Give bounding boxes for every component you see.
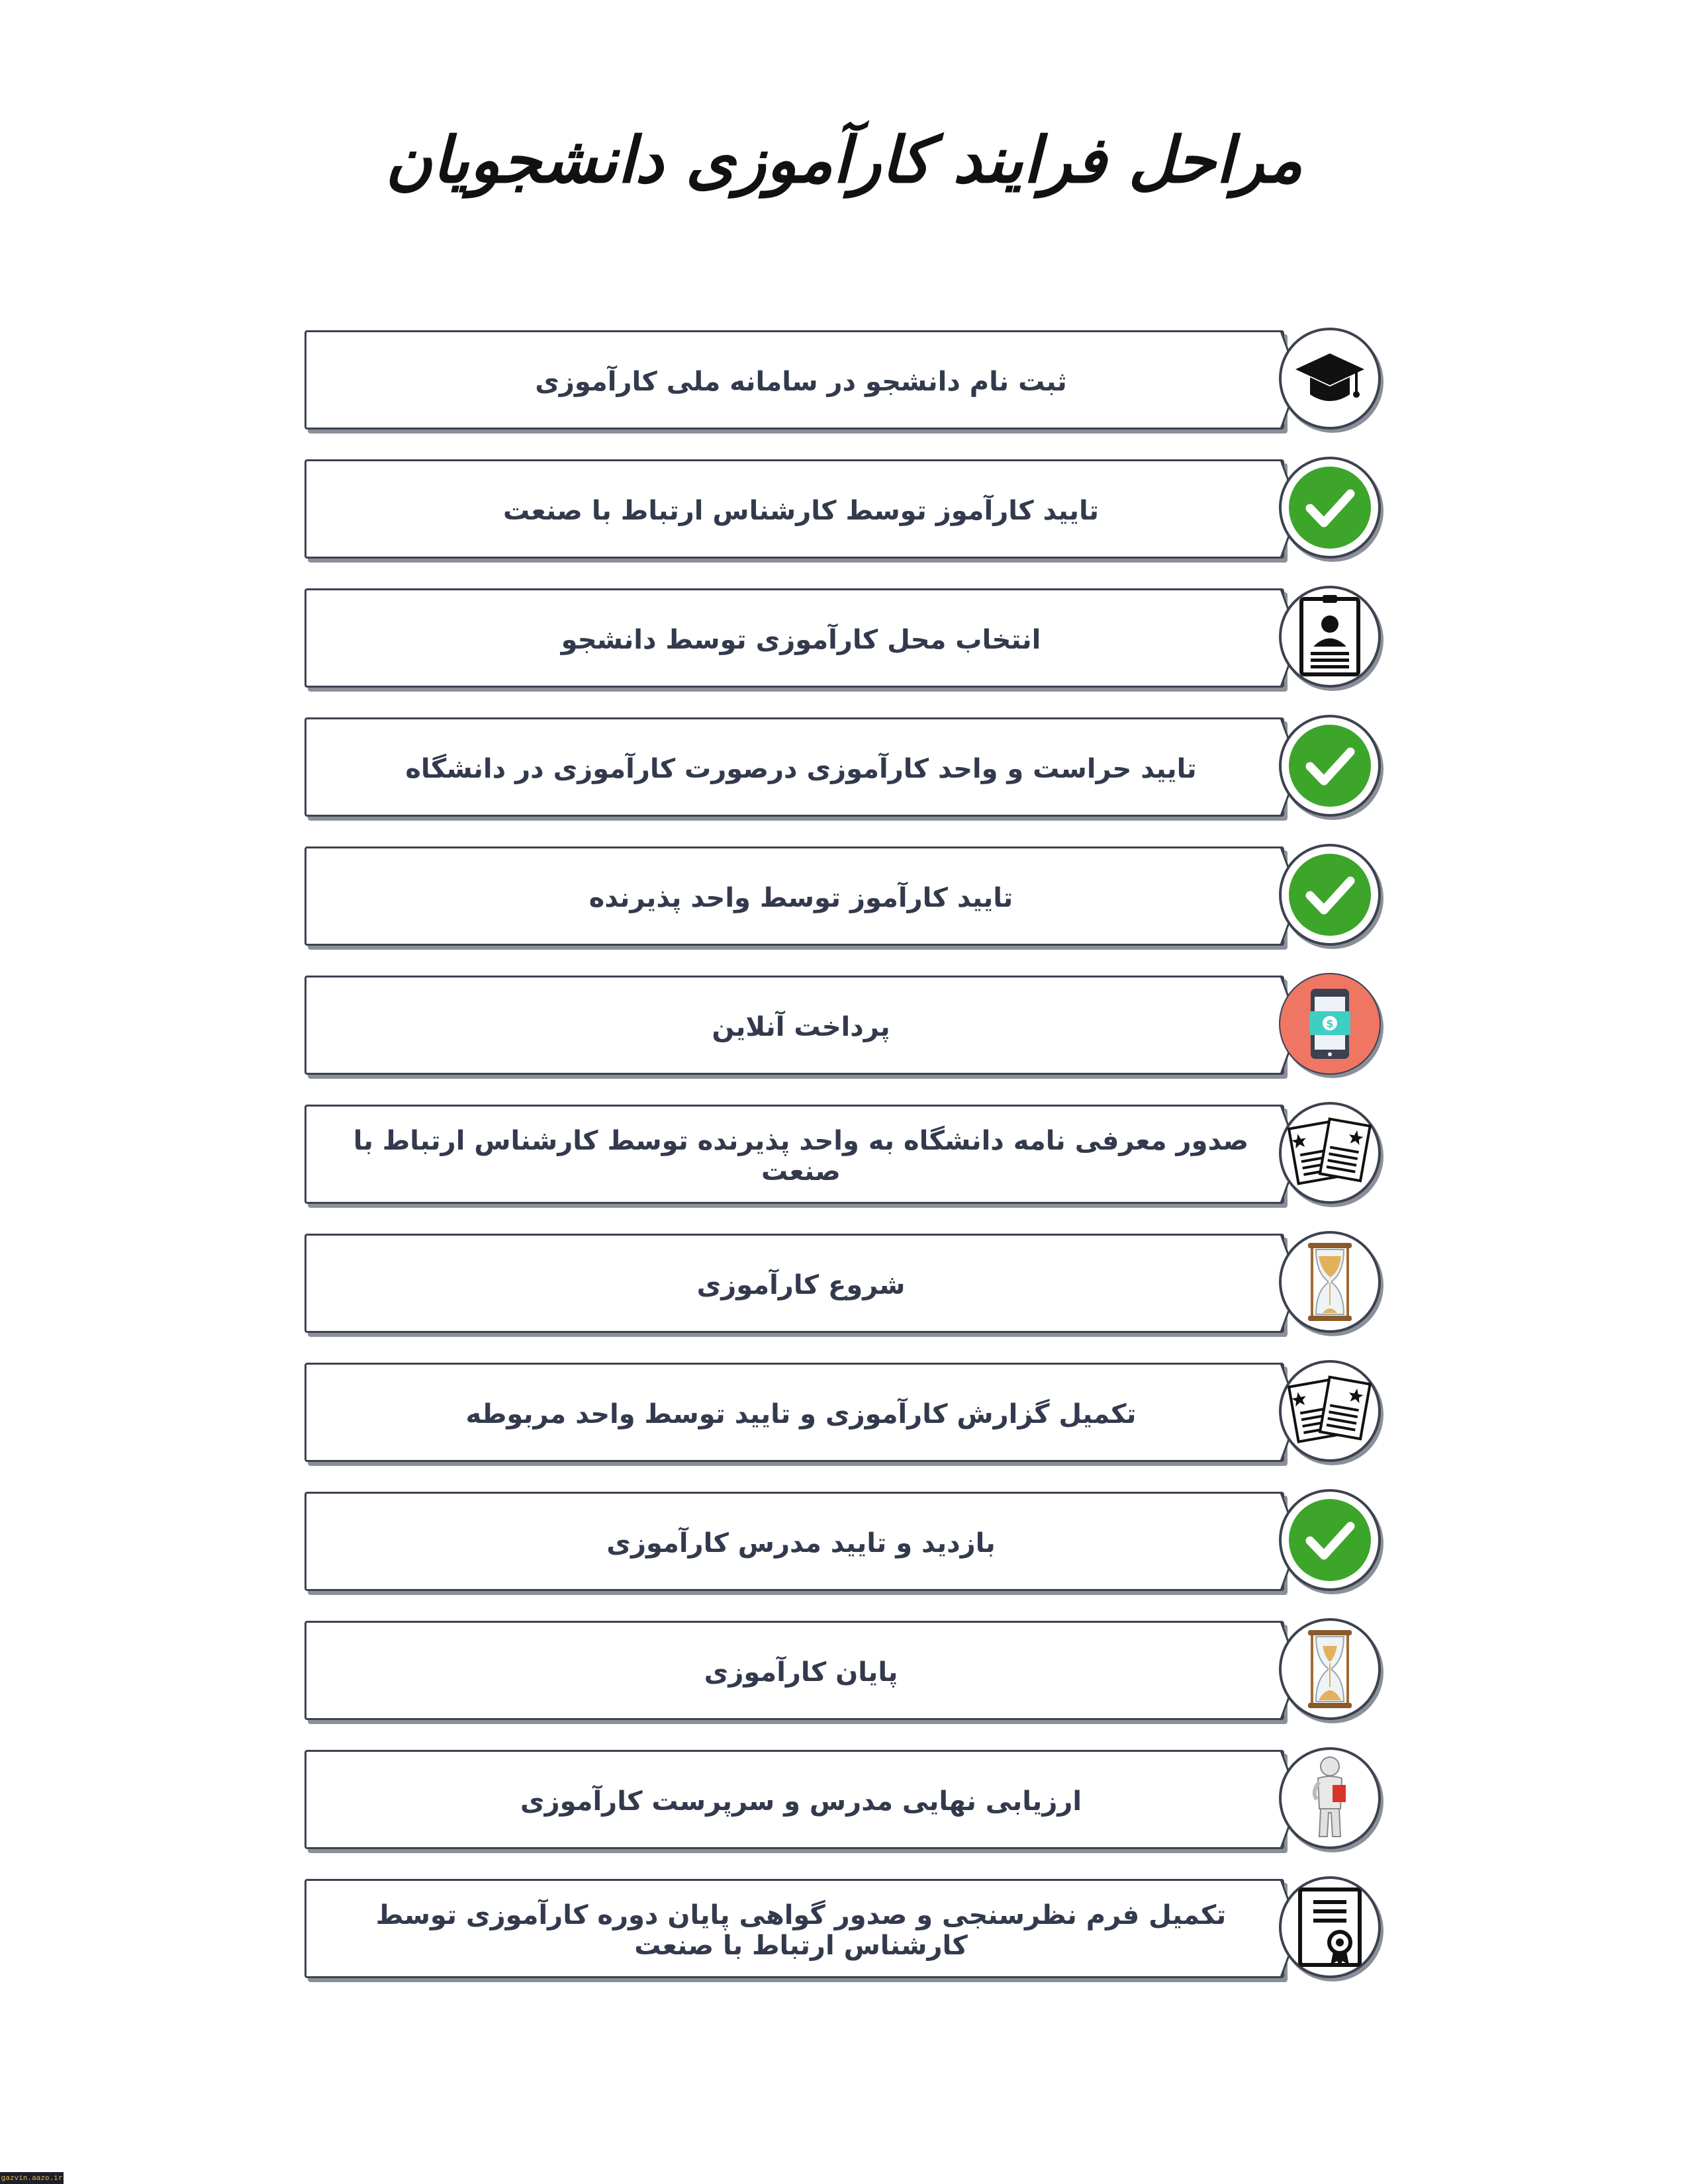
step-label: شروع کارآموزی — [696, 1270, 906, 1300]
documents-badge — [1279, 1360, 1381, 1462]
step-box — [305, 1363, 1284, 1462]
svg-text:$: $ — [1326, 1017, 1334, 1030]
evaluator-figure-icon — [1297, 1752, 1363, 1844]
hourglass-end-badge — [1279, 1618, 1381, 1720]
evaluator-figure-badge — [1279, 1747, 1381, 1849]
step-box — [305, 330, 1284, 430]
hourglass-start-badge — [1279, 1231, 1381, 1333]
step-label: پایان کارآموزی — [704, 1657, 898, 1688]
process-step — [305, 1618, 1383, 1724]
graduation-cap-icon — [1290, 339, 1370, 418]
id-card-icon — [1293, 594, 1366, 680]
step-label: انتخاب محل کارآموزی توسط دانشجو — [561, 625, 1041, 655]
step-label: پرداخت آنلاین — [712, 1012, 890, 1042]
checkmark-badge — [1279, 1489, 1381, 1591]
step-label: تکمیل فرم نظرسنجی و صدور گواهی پایان دوره کارآموزی توسط کارشناس ارتباط با صنعت — [375, 1900, 1227, 1961]
checkmark-icon — [1287, 723, 1373, 809]
hourglass-end-icon — [1300, 1626, 1360, 1712]
step-box — [305, 1750, 1284, 1849]
documents-icon — [1287, 1110, 1373, 1196]
mobile-payment-badge — [1279, 973, 1381, 1075]
mobile-payment-icon — [1280, 974, 1380, 1073]
process-step — [305, 1231, 1383, 1337]
checkmark-icon — [1287, 852, 1373, 938]
step-box — [305, 1879, 1284, 1978]
process-step — [305, 586, 1383, 692]
step-label: تایید کارآموز توسط کارشناس ارتباط با صنعت — [503, 496, 1099, 526]
documents-icon — [1287, 1368, 1373, 1454]
step-box — [305, 846, 1284, 946]
process-step — [305, 1360, 1383, 1466]
step-label: صدور معرفی نامه دانشگاه به واحد پذیرنده توسط کارشناس ارتباط با صنعت — [353, 1126, 1249, 1187]
step-box — [305, 1105, 1284, 1204]
graduation-cap-badge — [1279, 328, 1381, 430]
page-title: مراحل فرایند کارآموزی دانشجویان — [385, 122, 1303, 197]
certificate-badge — [1279, 1876, 1381, 1978]
id-card-badge — [1279, 586, 1381, 688]
process-step — [305, 1102, 1383, 1208]
process-step — [305, 715, 1383, 821]
process-step — [305, 1876, 1383, 1982]
step-label: بازدید و تایید مدرس کارآموزی — [606, 1528, 996, 1559]
process-step — [305, 328, 1383, 433]
checkmark-badge — [1279, 715, 1381, 817]
step-label: ثبت نام دانشجو در سامانه ملی کارآموزی — [535, 367, 1067, 397]
certificate-icon — [1293, 1884, 1366, 1970]
checkmark-badge — [1279, 457, 1381, 559]
documents-badge — [1279, 1102, 1381, 1204]
step-box — [305, 976, 1284, 1075]
step-box — [305, 459, 1284, 559]
step-box — [305, 1234, 1284, 1333]
step-box — [305, 717, 1284, 817]
step-label: تایید کارآموز توسط واحد پذیرنده — [588, 883, 1013, 913]
process-step — [305, 457, 1383, 563]
checkmark-icon — [1287, 1497, 1373, 1583]
step-box — [305, 1621, 1284, 1720]
step-label: ارزیابی نهایی مدرس و سرپرست کارآموزی — [520, 1786, 1082, 1817]
checkmark-badge — [1279, 844, 1381, 946]
process-step — [305, 844, 1383, 950]
step-label: تکمیل گزارش کارآموزی و تایید توسط واحد مربوطه — [465, 1399, 1137, 1430]
step-label: تایید حراست و واحد کارآموزی درصورت کارآموزی در دانشگاه — [405, 754, 1197, 784]
footer-badge: gazvin.aazo.ir — [0, 2172, 64, 2184]
step-box — [305, 588, 1284, 688]
process-step — [305, 973, 1383, 1079]
process-step — [305, 1747, 1383, 1853]
checkmark-icon — [1287, 465, 1373, 551]
hourglass-start-icon — [1300, 1239, 1360, 1325]
step-box — [305, 1492, 1284, 1591]
process-step — [305, 1489, 1383, 1595]
